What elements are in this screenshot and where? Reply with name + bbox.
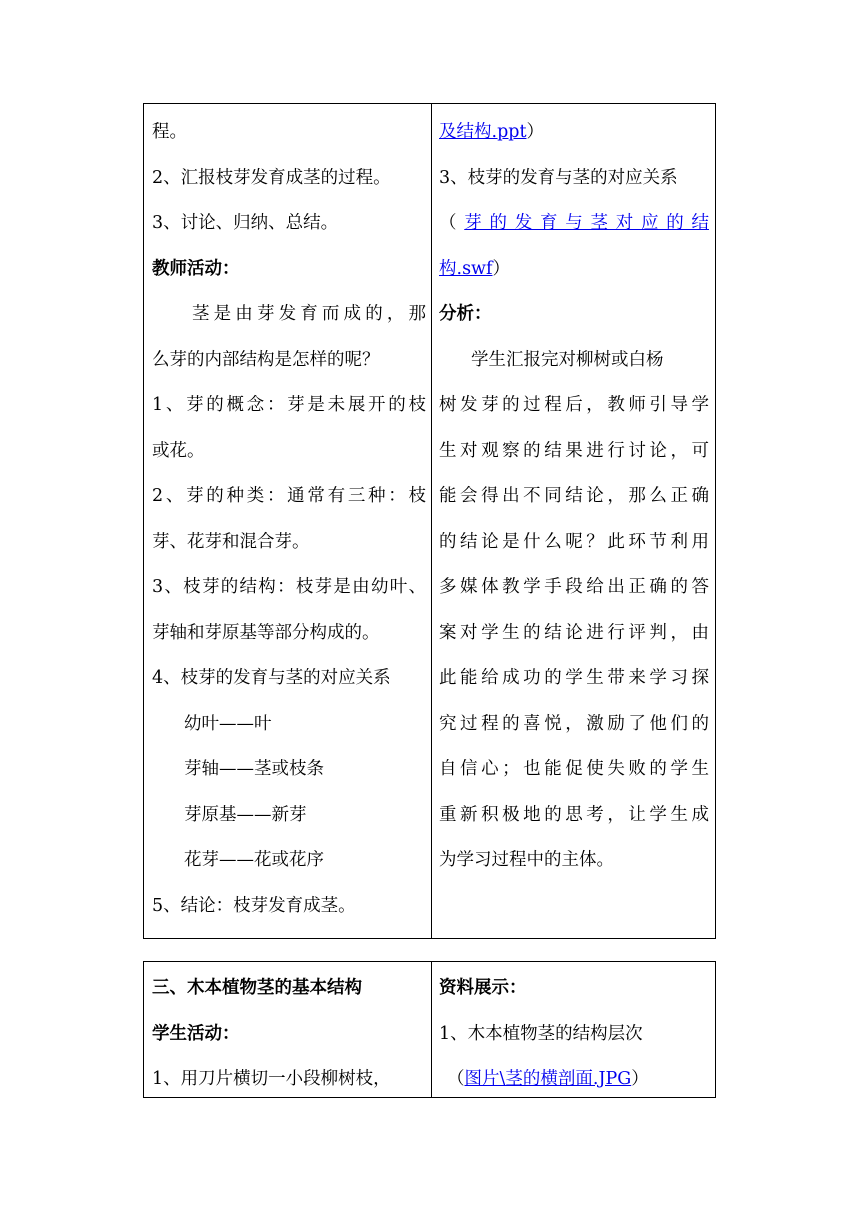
text-run: ） [492,258,510,279]
text-run: 2、芽的种类：通常有三种：枝 [152,486,426,506]
text-run: ） [631,1069,649,1089]
text-run: 程。 [152,122,187,142]
text-line [439,1022,643,1046]
text-run: 3、讨论、归纳、总结。 [152,213,339,233]
column-divider [431,104,432,938]
text-run: 能会得出不同结论，那么正确 [439,486,709,506]
text-run: 茎是由芽发育而成的，那 [192,304,426,324]
text-line [152,120,187,144]
text-line [152,666,391,690]
text-line [439,575,709,599]
text-run: 学生活动： [152,1023,240,1044]
text-run: 3、枝芽的结构：枝芽是由幼叶、 [152,577,426,597]
text-line [439,712,709,736]
text-line [184,712,272,736]
resource-link[interactable]: 及结构.ppt [439,122,527,142]
text-run: 重新积极地的思考，让学生成 [439,804,709,825]
text-run: 树发芽的过程后，教师引导学 [439,395,709,415]
text-run: 的结论是什么呢？此环节利用 [439,531,709,552]
text-line [184,757,324,781]
text-line [152,530,310,554]
resource-link[interactable]: 图片\茎的横剖面.JPG [464,1069,632,1089]
text-line [152,976,362,1000]
text-line [439,302,492,326]
text-line [152,439,205,463]
text-line [152,257,240,281]
text-line [439,621,709,645]
lesson-table-1 [143,103,716,939]
text-run: 分析： [439,304,492,324]
text-run: 生对观察的结果进行讨论，可 [439,440,709,461]
text-run: 为学习过程中的主体。 [439,850,614,870]
text-run: 芽、花芽和混合芽。 [152,531,310,552]
text-line [471,348,664,372]
text-run: 芽轴和芽原基等部分构成的。 [152,622,380,643]
text-run: 2、汇报枝芽发育成茎的过程。 [152,167,391,188]
text-run: 幼叶——叶 [184,713,272,734]
text-line [152,484,426,508]
text-run: 1、木本植物茎的结构层次 [439,1023,643,1044]
text-line [152,166,391,190]
text-line [152,348,380,372]
text-run: 教师活动： [152,258,240,279]
text-line [184,848,324,872]
text-run: 1、用刀片横切一小段柳树枝， [152,1069,391,1089]
text-line [439,120,544,144]
text-run: ） [526,122,544,142]
text-run: 或花。 [152,440,205,461]
text-run: 此能给成功的学生带来学习探 [439,668,709,688]
lesson-table-2 [143,961,716,1098]
text-line [152,1022,240,1046]
text-line [152,211,338,235]
text-line [439,666,709,690]
text-line [439,530,709,554]
text-run: 芽轴——茎或枝条 [184,759,324,779]
text-run: 芽原基——新芽 [184,804,307,825]
column-divider [431,962,432,1097]
text-line [439,484,709,508]
text-line [439,848,614,872]
text-run: 花芽——花或花序 [184,850,324,870]
text-line [439,393,709,417]
text-run: 么芽的内部结构是怎样的呢？ [152,349,380,370]
text-run: 自信心；也能促使失败的学生 [439,759,709,779]
text-line [439,211,709,235]
text-run: 资料展示： [439,978,527,998]
text-run: 1、芽的概念：芽是未展开的枝 [152,395,426,415]
text-line [152,621,380,645]
text-line [439,166,678,190]
text-line [152,894,356,918]
text-run: 究过程的喜悦，激励了他们的 [439,713,709,734]
text-line [152,1067,391,1091]
text-run: 5、结论：枝芽发育成茎。 [152,895,356,916]
resource-link[interactable]: 芽的发育与茎对应的结 [464,213,709,233]
text-line [152,575,426,599]
text-run: 学生汇报完对柳树或白杨 [471,349,664,370]
text-run: 3、枝芽的发育与茎的对应关系 [439,167,678,188]
text-line [439,757,709,781]
text-line [192,302,426,326]
text-line [439,257,510,281]
text-line [439,439,709,463]
resource-link[interactable]: 构.swf [439,258,493,279]
text-line [439,976,527,1000]
text-run: 案对学生的结论进行评判，由 [439,622,709,643]
text-run: （ [439,213,465,233]
text-line [447,1067,649,1091]
text-line [439,803,709,827]
text-run: 4、枝芽的发育与茎的对应关系 [152,668,391,688]
text-run: （ [447,1069,465,1089]
text-run: 三、木本植物茎的基本结构 [152,978,362,998]
text-run: 多媒体教学手段给出正确的答 [439,577,709,597]
text-line [184,803,307,827]
text-line [152,393,426,417]
